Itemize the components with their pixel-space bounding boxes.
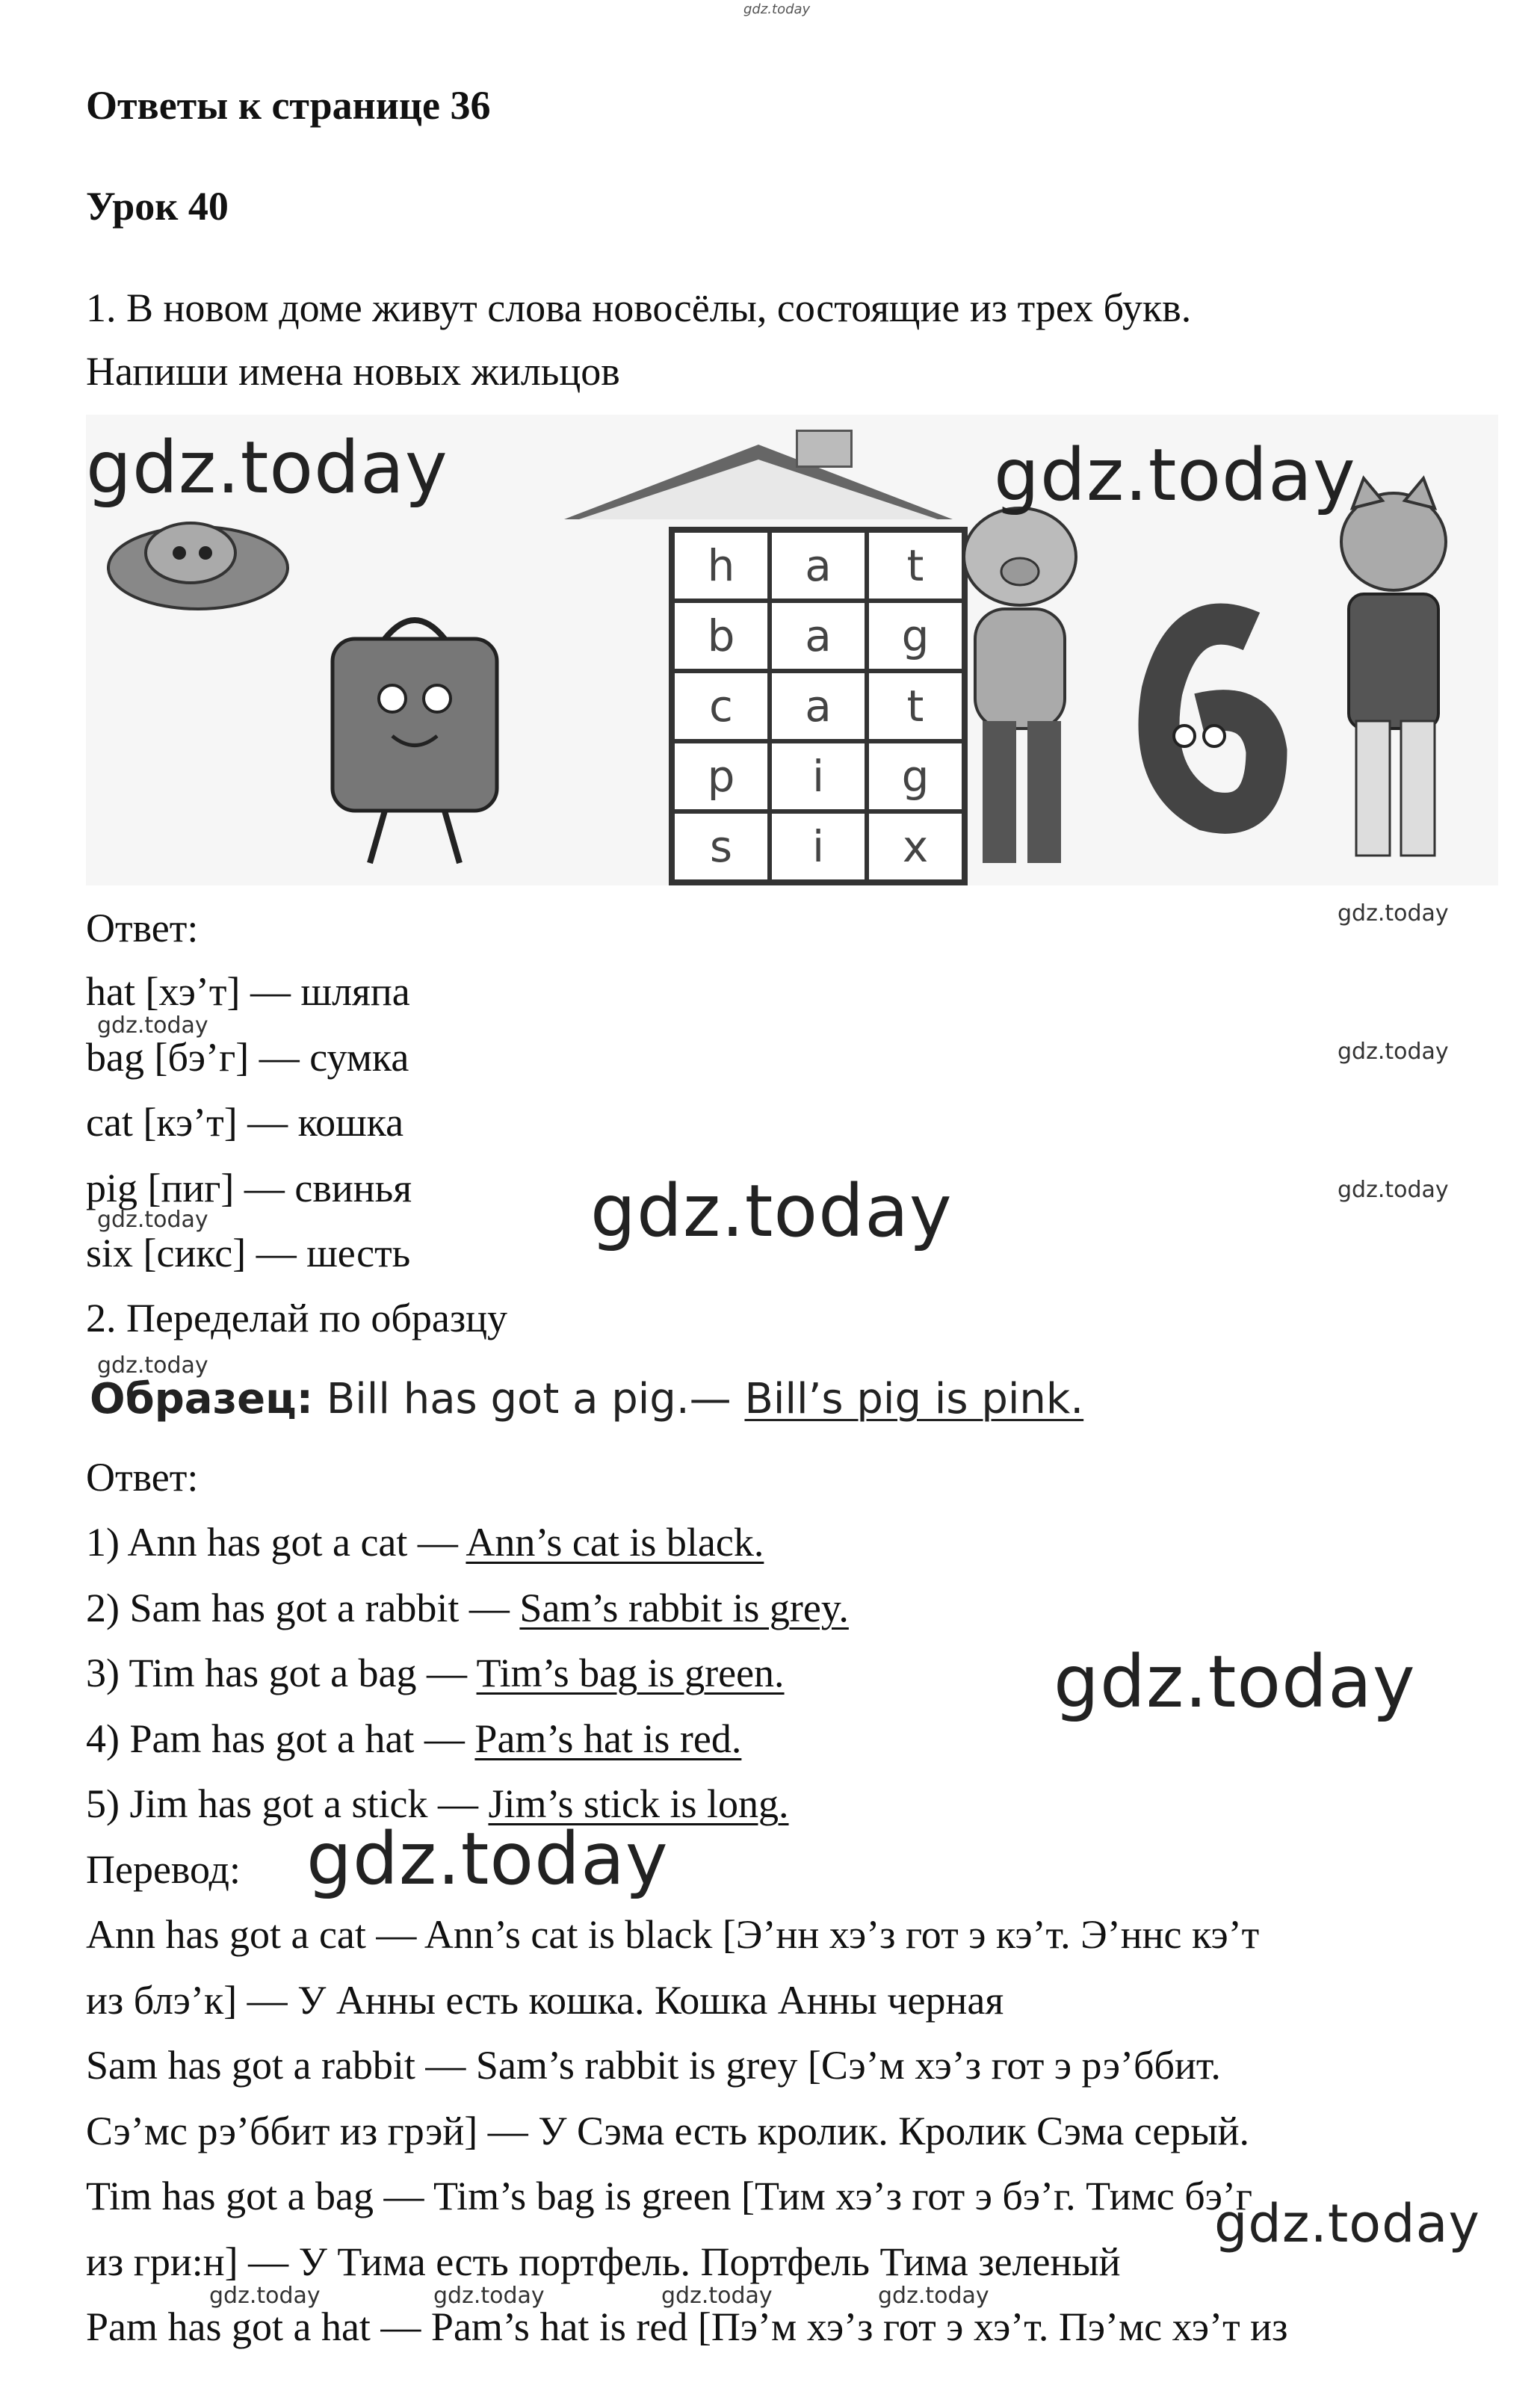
grid-cell: i <box>770 741 867 811</box>
watermark: gdz.today <box>994 433 1356 517</box>
bag-character-icon <box>303 587 527 878</box>
hat-character-icon <box>101 504 295 631</box>
watermark: gdz.today <box>209 2283 321 2309</box>
watermark: gdz.today <box>97 1352 208 1379</box>
grid-cell: t <box>867 531 964 601</box>
word-line: pig [пиг] — свинья <box>86 1166 412 1210</box>
watermark: gdz.today <box>97 1207 208 1233</box>
grid-cell: x <box>867 811 964 882</box>
word-line: cat [кэ’т] — кошка <box>86 1100 404 1145</box>
grid-cell: s <box>672 811 770 882</box>
answer-prefix: 5) Jim has got a stick — <box>86 1781 489 1826</box>
answer-prefix: 4) Pam has got a hat — <box>86 1716 475 1761</box>
answer-text: Tim’s bag is green. <box>476 1651 785 1695</box>
number-six-character-icon <box>1102 587 1296 878</box>
translation-line: из гри:н] — У Тима есть портфель. Портфель Тима зеленый <box>86 2239 1121 2284</box>
watermark: gdz.today <box>1338 1039 1449 1065</box>
watermark: gdz.today <box>661 2283 773 2309</box>
grid-cell: h <box>672 531 770 601</box>
watermark: gdz.today <box>86 426 448 510</box>
watermark: gdz.today <box>97 1012 208 1039</box>
sample-line <box>90 1375 1083 1423</box>
translation-line: Pam has got a hat — Pam’s hat is red [Пэ’м хэ’з гот э хэ’т. Пэ’мс хэ’т из <box>86 2304 1288 2349</box>
word-line: six [сикс] — шесть <box>86 1231 411 1275</box>
lesson-title: Урок 40 <box>86 184 229 229</box>
grid-cell: a <box>770 601 867 671</box>
grid-cell: c <box>672 671 770 741</box>
task1-line2: Напиши имена новых жильцов <box>86 349 620 394</box>
grid-cell: t <box>867 671 964 741</box>
watermark: gdz.today <box>1338 1177 1449 1203</box>
house <box>564 445 953 885</box>
word-line: hat [хэ’т] — шляпа <box>86 969 410 1014</box>
cat-character-icon <box>1296 474 1491 878</box>
answer-text: Sam’s rabbit is grey. <box>519 1586 849 1630</box>
grid-cell: g <box>867 601 964 671</box>
watermark-top: gdz.today <box>743 1 811 17</box>
grid-cell: i <box>770 811 867 882</box>
answer-line <box>86 1520 764 1565</box>
sample-right: Bill’s pig is pink. <box>744 1375 1084 1423</box>
answer-prefix: 3) Tim has got a bag — <box>86 1651 477 1695</box>
watermark: gdz.today <box>1338 900 1449 927</box>
sample-left: Bill has got a pig.— <box>326 1375 732 1423</box>
grid-cell: b <box>672 601 770 671</box>
translation-line: Сэ’мс рэ’ббит из грэй] — У Сэма есть кролик. Кролик Сэма серый. <box>86 2109 1250 2153</box>
sample-label: Образец: <box>90 1375 314 1423</box>
grid-cell: g <box>867 741 964 811</box>
word-line: bag [бэ’г] — сумка <box>86 1035 409 1080</box>
watermark: gdz.today <box>433 2283 545 2309</box>
answer-label: Ответ: <box>86 1455 199 1500</box>
answer-text: Pam’s hat is red. <box>474 1716 742 1761</box>
answer-text: Jim’s stick is long. <box>488 1781 789 1826</box>
answer-prefix: 2) Sam has got a rabbit — <box>86 1586 520 1630</box>
answer-label: Ответ: <box>86 906 199 950</box>
translation-line: Tim has got a bag — Tim’s bag is green [Тим хэ’з гот э бэ’г. Тимс бэ’г <box>86 2174 1253 2218</box>
grid-cell: p <box>672 741 770 811</box>
watermark: gdz.today <box>1214 2193 1480 2254</box>
watermark: gdz.today <box>1054 1640 1416 1724</box>
translation-line: Ann has got a cat — Ann’s cat is black [Э’нн хэ’з гот э кэ’т. Э’ннс кэ’т <box>86 1912 1260 1957</box>
grid-cell: a <box>770 671 867 741</box>
watermark: gdz.today <box>306 1817 669 1901</box>
translation-label: Перевод: <box>86 1847 241 1892</box>
answer-text: Ann’s cat is black. <box>466 1520 764 1565</box>
translation-line: Sam has got a rabbit — Sam’s rabbit is grey [Сэ’м хэ’з гот э рэ’ббит. <box>86 2043 1221 2088</box>
answer-prefix: 1) Ann has got a cat — <box>86 1520 466 1565</box>
grid-cell: a <box>770 531 867 601</box>
watermark: gdz.today <box>590 1169 953 1253</box>
answer-line <box>86 1653 785 1693</box>
task1-line1: 1. В новом доме живут слова новосёлы, состоящие из трех букв. <box>86 285 1192 330</box>
answer-line <box>86 1588 849 1628</box>
task2-title: 2. Переделай по образцу <box>86 1296 508 1340</box>
pig-character-icon <box>915 489 1125 878</box>
translation-line: из блэ’к] — У Анны есть кошка. Кошка Анны черная <box>86 1978 1004 2023</box>
page-heading: Ответы к странице 36 <box>86 83 491 128</box>
watermark: gdz.today <box>878 2283 989 2309</box>
answer-line <box>86 1716 742 1761</box>
